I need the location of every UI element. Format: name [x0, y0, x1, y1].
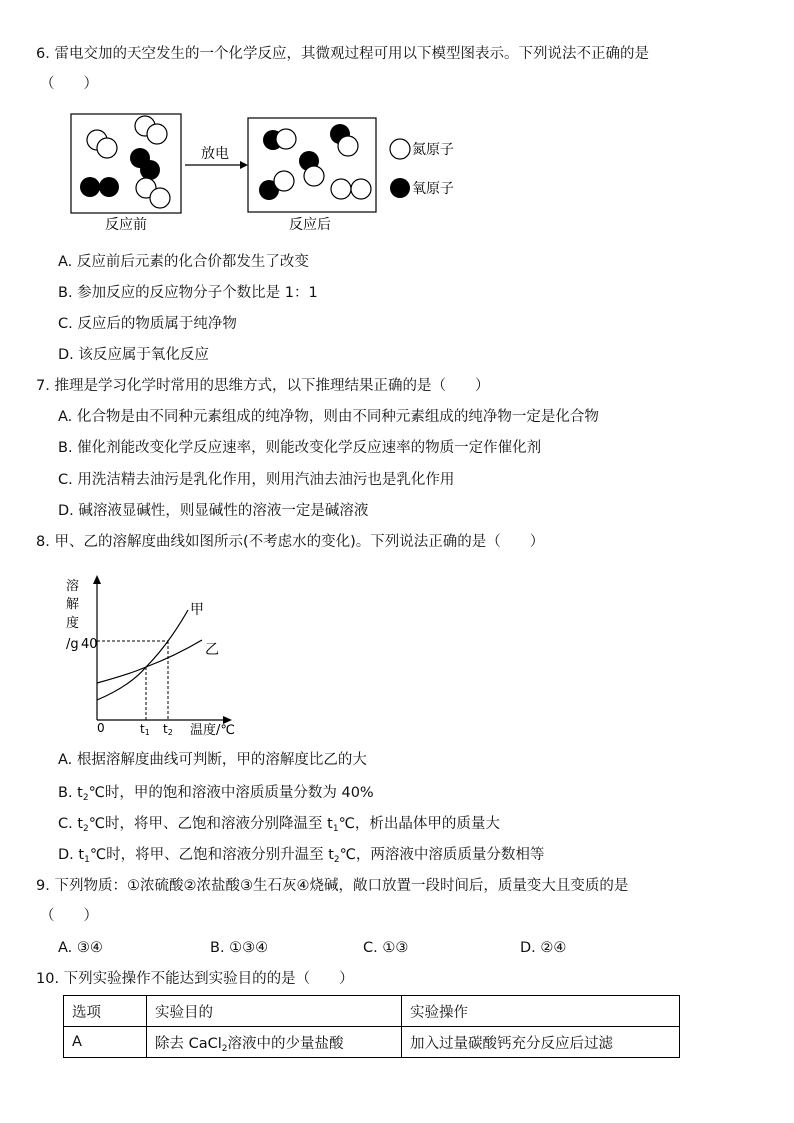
curve-jia-label: 甲 — [190, 602, 204, 618]
q8-option-d: D. $t_1℃$时，将甲、乙饱和溶液分别升温至 $t_2℃$，两溶液中溶质质量分数相等 — [58, 847, 545, 865]
x-axis-label: 温度/℃ — [190, 723, 235, 738]
header-option: 选项 — [64, 996, 147, 1027]
q9-answer-paren: （ ） — [40, 908, 98, 924]
y-label-char-2: 解 — [66, 597, 80, 612]
legend-n-label: 氮原子 — [412, 142, 454, 158]
n-atom — [331, 179, 351, 199]
n-atom — [147, 124, 167, 144]
n-atom — [274, 171, 294, 191]
q9-option-d: D. ②④ — [520, 940, 567, 956]
q6-option-c: C. 反应后的物质属于纯净物 — [58, 316, 237, 332]
q10-experiment-table — [63, 995, 680, 1058]
q6-stem: 6. 雷电交加的天空发生的一个化学反应，其微观过程可用以下模型图表示。下列说法不正确的是 — [36, 46, 649, 62]
header-purpose: 实验目的 — [147, 996, 402, 1027]
q7-option-d: D. 碱溶液显碱性，则显碱性的溶液一定是碱溶液 — [58, 503, 369, 519]
n-atom — [304, 166, 324, 186]
q8-stem: 8. 甲、乙的溶解度曲线如图所示(不考虑水的变化)。下列说法正确的是（ ） — [36, 534, 545, 550]
q6-option-a: A. 反应前后元素的化合价都发生了改变 — [58, 254, 309, 270]
n-atom — [150, 188, 170, 208]
o-atom — [99, 177, 119, 197]
y-tick-40: 40 — [81, 637, 98, 652]
y-label-char-3: 度 — [66, 616, 80, 631]
q8-option-a: A. 根据溶解度曲线可判断，甲的溶解度比乙的大 — [58, 752, 367, 768]
q7-stem: 7. 推理是学习化学时常用的思维方式，以下推理结果正确的是（ ） — [36, 378, 490, 394]
row-a-purpose: 除去 CaCl$_2$溶液中的少量盐酸 — [147, 1027, 402, 1058]
curve-yi-label: 乙 — [205, 642, 219, 658]
y-axis-arrow — [93, 575, 101, 584]
header-operation: 实验操作 — [402, 996, 680, 1027]
t2-label: t2 — [163, 722, 173, 737]
q9-option-b: B. ①③④ — [210, 940, 269, 956]
solubility-curve-chart — [60, 570, 260, 742]
q6-reaction-diagram — [60, 108, 480, 238]
legend-n-atom — [390, 139, 410, 159]
q6-option-d: D. 该反应属于氧化反应 — [58, 347, 209, 363]
origin-label: 0 — [97, 721, 105, 735]
n-atom — [97, 138, 117, 158]
o-atom — [140, 160, 160, 180]
row-a-option: A — [64, 1027, 147, 1058]
row-a-operation: 加入过量碳酸钙充分反应后过滤 — [402, 1027, 680, 1058]
y-label-char-4: /g — [66, 637, 79, 652]
legend-o-label: 氧原子 — [412, 181, 454, 197]
n-atom — [276, 129, 296, 149]
q8-option-c: C. $t_2℃$时，将甲、乙饱和溶液分别降温至 $t_1℃$，析出晶体甲的质量大 — [58, 816, 500, 834]
q7-option-a: A. 化合物是由不同种元素组成的纯净物，则由不同种元素组成的纯净物一定是化合物 — [58, 409, 599, 425]
q9-stem: 9. 下列物质：①浓硫酸②浓盐酸③生石灰④烧碱，敞口放置一段时间后，质量变大且变质的是 — [36, 878, 629, 894]
curve-yi — [97, 640, 202, 683]
arrow-label: 放电 — [201, 146, 229, 162]
q9-option-c: C. ①③ — [363, 940, 409, 956]
q10-stem: 10. 下列实验操作不能达到实验目的的是（ ） — [36, 971, 354, 987]
q7-option-c: C. 用洗洁精去油污是乳化作用，则用汽油去油污也是乳化作用 — [58, 472, 455, 488]
after-label: 反应后 — [289, 217, 331, 233]
q6-answer-paren: （ ） — [40, 76, 98, 92]
n-atom — [338, 136, 358, 156]
table-header-row — [64, 996, 680, 1027]
o-atom — [80, 177, 100, 197]
t1-label: t1 — [140, 722, 150, 737]
q8-option-b: B. $t_2℃$时，甲的饱和溶液中溶质质量分数为 40% — [58, 785, 374, 803]
legend-o-atom — [390, 178, 410, 198]
n-atom — [351, 179, 371, 199]
before-label: 反应前 — [105, 217, 147, 233]
q9-option-a: A. ③④ — [58, 940, 103, 956]
q6-option-b: B. 参加反应的反应物分子个数比是 1：1 — [58, 285, 318, 301]
q7-option-b: B. 催化剂能改变化学反应速率，则能改变化学反应速率的物质一定作催化剂 — [58, 440, 542, 456]
table-row — [64, 1027, 680, 1058]
y-label-char-1: 溶 — [66, 579, 80, 594]
arrow-head — [240, 161, 248, 169]
